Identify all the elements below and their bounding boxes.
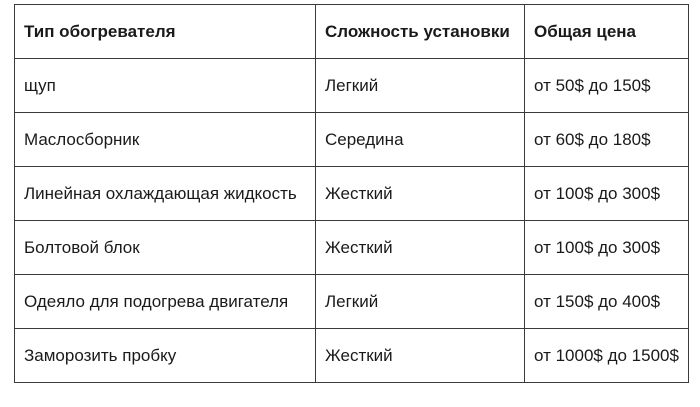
- cell-heater-type: Маслосборник: [15, 113, 316, 167]
- cell-total-price: от 100$ до 300$: [525, 167, 689, 221]
- cell-installation-difficulty: Легкий: [316, 59, 525, 113]
- cell-total-price: от 100$ до 300$: [525, 221, 689, 275]
- cell-heater-type: щуп: [15, 59, 316, 113]
- header-total-price: Общая цена: [525, 5, 689, 59]
- cell-heater-type: Болтовой блок: [15, 221, 316, 275]
- cell-total-price: от 1000$ до 1500$: [525, 329, 689, 383]
- cell-total-price: от 60$ до 180$: [525, 113, 689, 167]
- table-row: [15, 59, 689, 113]
- cell-heater-type: Одеяло для подогрева двигателя: [15, 275, 316, 329]
- cell-installation-difficulty: Жесткий: [316, 167, 525, 221]
- cell-total-price: от 50$ до 150$: [525, 59, 689, 113]
- header-installation-difficulty: Сложность установки: [316, 5, 525, 59]
- cell-installation-difficulty: Легкий: [316, 275, 525, 329]
- table-row: [15, 329, 689, 383]
- cell-heater-type: Заморозить пробку: [15, 329, 316, 383]
- cell-installation-difficulty: Середина: [316, 113, 525, 167]
- table-row: [15, 275, 689, 329]
- heater-comparison-table: [14, 4, 689, 383]
- cell-installation-difficulty: Жесткий: [316, 329, 525, 383]
- table-row: [15, 113, 689, 167]
- header-heater-type: Тип обогревателя: [15, 5, 316, 59]
- table-row: [15, 167, 689, 221]
- table-header-row: [15, 5, 689, 59]
- heater-comparison-table-container: [14, 4, 689, 383]
- cell-installation-difficulty: Жесткий: [316, 221, 525, 275]
- cell-heater-type: Линейная охлаждающая жидкость: [15, 167, 316, 221]
- table-row: [15, 221, 689, 275]
- cell-total-price: от 150$ до 400$: [525, 275, 689, 329]
